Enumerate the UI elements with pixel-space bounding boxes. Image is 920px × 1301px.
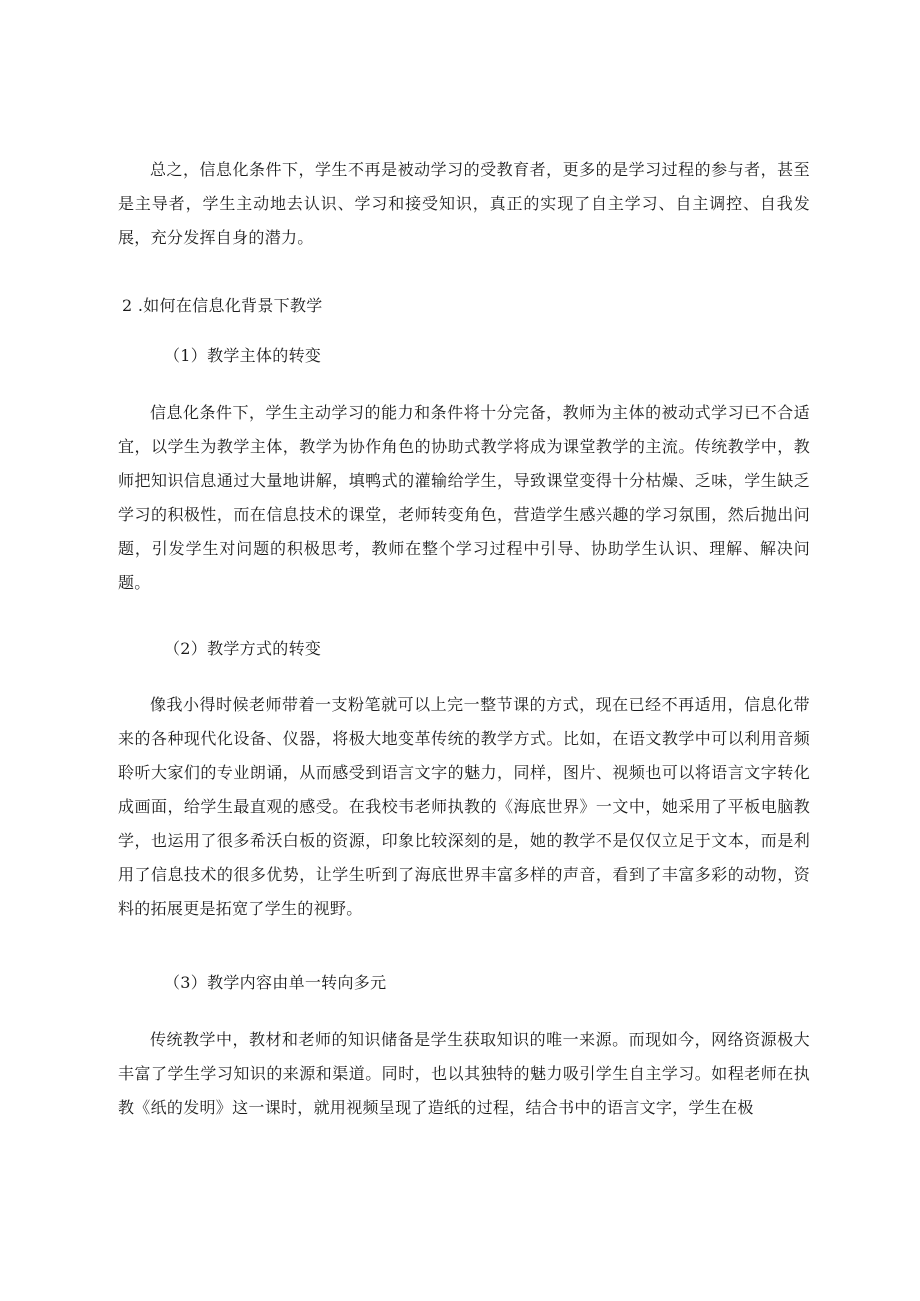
subsection-heading: （1）教学主体的转变: [164, 346, 322, 365]
paragraph-teaching-content: 传统教学中，教材和老师的知识储备是学生获取知识的唯一来源。而现如今，网络资源极大丰富了学生学习知识的来源和渠道。同时，也以其独特的魅力吸引学生自主学习。如程老师在执教《纸的发明》这一课时，就用视频呈现了造纸的过程，结合书中的语言文字，学生在极: [118, 1030, 810, 1117]
paragraph-summary: 总之，信息化条件下，学生不再是被动学习的受教育者，更多的是学习过程的参与者，甚至是主导者，学生主动地去认识、学习和接受知识，真正的实现了自主学习、自主调控、自我发展，充分发挥自身的潜力。: [118, 160, 810, 247]
paragraph-teaching-method: 像我小得时候老师带着一支粉笔就可以上完一整节课的方式，现在已经不再适用，信息化带来的各种现代化设备、仪器，将极大地变革传统的教学方式。比如，在语文教学中可以利用音频聆听大家们的专业朗诵，从而感受到语言文字的魅力，同样，图片、视频也可以将语言文字转化成画面，给学生最直观的感受。在我校韦老师执教的《海底世界》一文中，她采用了平板电脑教学，也运用了很多希沃白板的资源，印象比较深刻的是，她的教学不是仅仅立足于文本，而是利用了信息技术的很多优势，让学生听到了海底世界丰富多样的声音，看到了丰富多彩的动物，资料的拓展更是拓宽了学生的视野。: [118, 695, 810, 918]
subsection-heading: （3）教学内容由单一转向多元: [164, 973, 387, 992]
paragraph-teaching-subject: 信息化条件下，学生主动学习的能力和条件将十分完备，教师为主体的被动式学习已不合适宜，以学生为教学主体，教学为协作角色的协助式教学将成为课堂教学的主流。传统教学中，教师把知识信息通过大量地讲解，填鸭式的灌输给学生，导致课堂变得十分枯燥、乏味，学生缺乏学习的积极性，而在信息技术的课堂，老师转变角色，营造学生感兴趣的学习氛围，然后抛出问题，引发学生对问题的积极思考，教师在整个学习过程中引导、协助学生认识、理解、解决问题。: [118, 403, 810, 592]
subsection-heading: （2）教学方式的转变: [164, 639, 322, 658]
section-heading: 2 .如何在信息化背景下教学: [122, 296, 323, 315]
